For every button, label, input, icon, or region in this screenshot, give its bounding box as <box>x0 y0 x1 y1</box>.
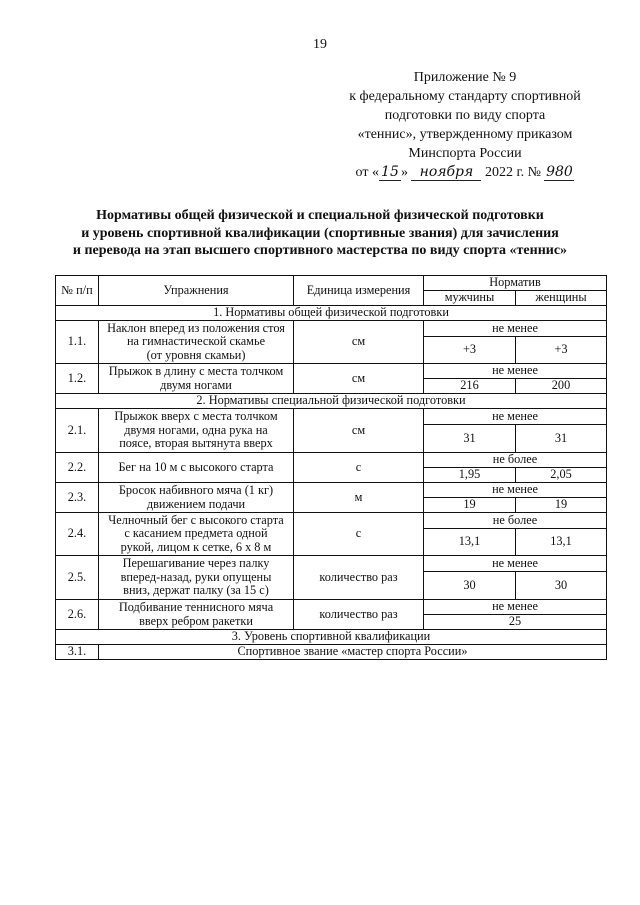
row-both: 25 <box>424 615 607 630</box>
annex-line: «теннис», утвержденному приказом <box>357 127 573 142</box>
exercise-line: поясе, вторая вытянута вверх <box>119 436 273 451</box>
row-num: 2.5. <box>56 556 99 600</box>
row-exercise <box>99 364 294 394</box>
row-unit: количество раз <box>294 600 424 630</box>
row-men: 19 <box>424 498 516 513</box>
row-exercise: Бег на 10 м с высокого старта <box>99 453 294 483</box>
row-men: 30 <box>424 572 516 600</box>
table-row <box>56 513 607 529</box>
section-row <box>56 394 607 409</box>
title-line: Нормативы общей физической и специальной физической подготовки <box>96 208 544 223</box>
row-exercise <box>99 321 294 364</box>
exercise-line: двумя ногами <box>160 377 232 392</box>
row-condition: не менее <box>424 483 607 498</box>
section-title: 1. Нормативы общей физической подготовки <box>56 306 607 321</box>
row-unit: м <box>294 483 424 513</box>
row-unit: с <box>294 513 424 556</box>
row-exercise <box>99 483 294 513</box>
annex-line: к федеральному стандарту спортивной <box>349 89 581 104</box>
row-men: 1,95 <box>424 468 516 483</box>
table-row <box>56 321 607 337</box>
row-unit: количество раз <box>294 556 424 600</box>
row-condition: не более <box>424 453 607 468</box>
table-row <box>56 409 607 425</box>
row-women: 13,1 <box>516 529 607 556</box>
row-num: 2.3. <box>56 483 99 513</box>
handwritten-day: 15 <box>379 165 401 181</box>
exercise-line: движением подачи <box>146 496 246 511</box>
exercise-line: с касанием предмета одной <box>124 526 268 541</box>
handwritten-order-number: 980 <box>546 164 573 180</box>
annex-date-line <box>300 163 630 182</box>
row-women: +3 <box>516 337 607 364</box>
exercise-line: Перешагивание через палку <box>122 556 270 571</box>
exercise-line: рукой, лицом к сетке, 6 х 8 м <box>120 539 272 554</box>
row-num: 2.2. <box>56 453 99 483</box>
date-prefix: от « <box>355 165 379 180</box>
exercise-line: Наклон вперед из положения стоя <box>107 320 285 335</box>
annex-line: Минспорта России <box>408 146 522 161</box>
exercise-line: Бросок набивного мяча (1 кг) <box>118 483 274 497</box>
header-exercise: Упражнения <box>99 276 294 306</box>
annex-line: подготовки по виду спорта <box>384 108 546 123</box>
date-quote-close: » <box>400 165 408 180</box>
title-line: и перевода на этап высшего спортивного мастерства по виду спорта «теннис» <box>72 243 568 258</box>
row-condition: не менее <box>424 321 607 337</box>
page-number: 19 <box>313 37 327 52</box>
row-rank: Спортивное звание «мастер спорта России» <box>99 645 607 660</box>
row-condition: не менее <box>424 556 607 572</box>
exercise-line: вперед-назад, руки опущены <box>120 569 272 584</box>
header-norm: Норматив <box>424 276 607 291</box>
table-row <box>56 364 607 379</box>
row-unit: см <box>294 321 424 364</box>
annex-title: Приложение № 9 <box>413 70 517 85</box>
exercise-line: двумя ногами, одна рука на <box>124 422 268 437</box>
exercise-line: Подбивание теннисного мяча <box>118 600 274 614</box>
row-condition: не более <box>424 513 607 529</box>
header-num: № п/п <box>56 276 99 306</box>
annex-header <box>300 68 630 182</box>
header-men: мужчины <box>424 291 516 306</box>
section-title: 2. Нормативы специальной физической подготовки <box>56 394 607 409</box>
row-condition: не менее <box>424 409 607 425</box>
table-row <box>56 600 607 615</box>
row-men: +3 <box>424 337 516 364</box>
row-num: 1.2. <box>56 364 99 394</box>
row-num: 2.1. <box>56 409 99 453</box>
norms-table <box>55 275 607 660</box>
exercise-line: на гимнастической скамье <box>126 334 266 349</box>
handwritten-month: ноября <box>411 165 481 181</box>
table-row <box>56 645 607 660</box>
row-men: 13,1 <box>424 529 516 556</box>
exercise-line: Прыжок вверх с места толчком <box>114 409 278 424</box>
row-num: 2.6. <box>56 600 99 630</box>
row-unit: с <box>294 453 424 483</box>
row-condition: не менее <box>424 364 607 379</box>
header-row <box>56 276 607 291</box>
table-row <box>56 483 607 498</box>
date-year: 2022 г. № <box>484 165 541 180</box>
section-row <box>56 306 607 321</box>
exercise-line: (от уровня скамьи) <box>146 347 246 362</box>
exercise-line: Челночный бег с высокого старта <box>108 512 284 527</box>
table-row <box>56 453 607 468</box>
row-num: 2.4. <box>56 513 99 556</box>
row-men: 31 <box>424 425 516 453</box>
title-line: и уровень спортивной квалификации (спортивные звания) для зачисления <box>81 225 559 241</box>
section-title: 3. Уровень спортивной квалификации <box>56 630 607 645</box>
row-exercise <box>99 409 294 453</box>
exercise-line: вверх ребром ракетки <box>139 613 253 628</box>
row-women: 200 <box>516 379 607 394</box>
exercise-line: вниз, держат палку (за 15 с) <box>123 583 269 598</box>
row-exercise <box>99 513 294 556</box>
row-exercise <box>99 600 294 630</box>
header-unit: Единица измерения <box>294 276 424 306</box>
row-unit: см <box>294 364 424 394</box>
row-women: 30 <box>516 572 607 600</box>
row-men: 216 <box>424 379 516 394</box>
section-row <box>56 630 607 645</box>
table-row <box>56 556 607 572</box>
row-unit: см <box>294 409 424 453</box>
document-title <box>30 207 610 260</box>
row-women: 19 <box>516 498 607 513</box>
exercise-line: Прыжок в длину с места толчком <box>108 364 284 378</box>
row-exercise <box>99 556 294 600</box>
row-condition: не менее <box>424 600 607 615</box>
header-women: женщины <box>516 291 607 306</box>
row-num: 3.1. <box>56 645 99 660</box>
row-women: 2,05 <box>516 468 607 483</box>
row-num: 1.1. <box>56 321 99 364</box>
row-women: 31 <box>516 425 607 453</box>
